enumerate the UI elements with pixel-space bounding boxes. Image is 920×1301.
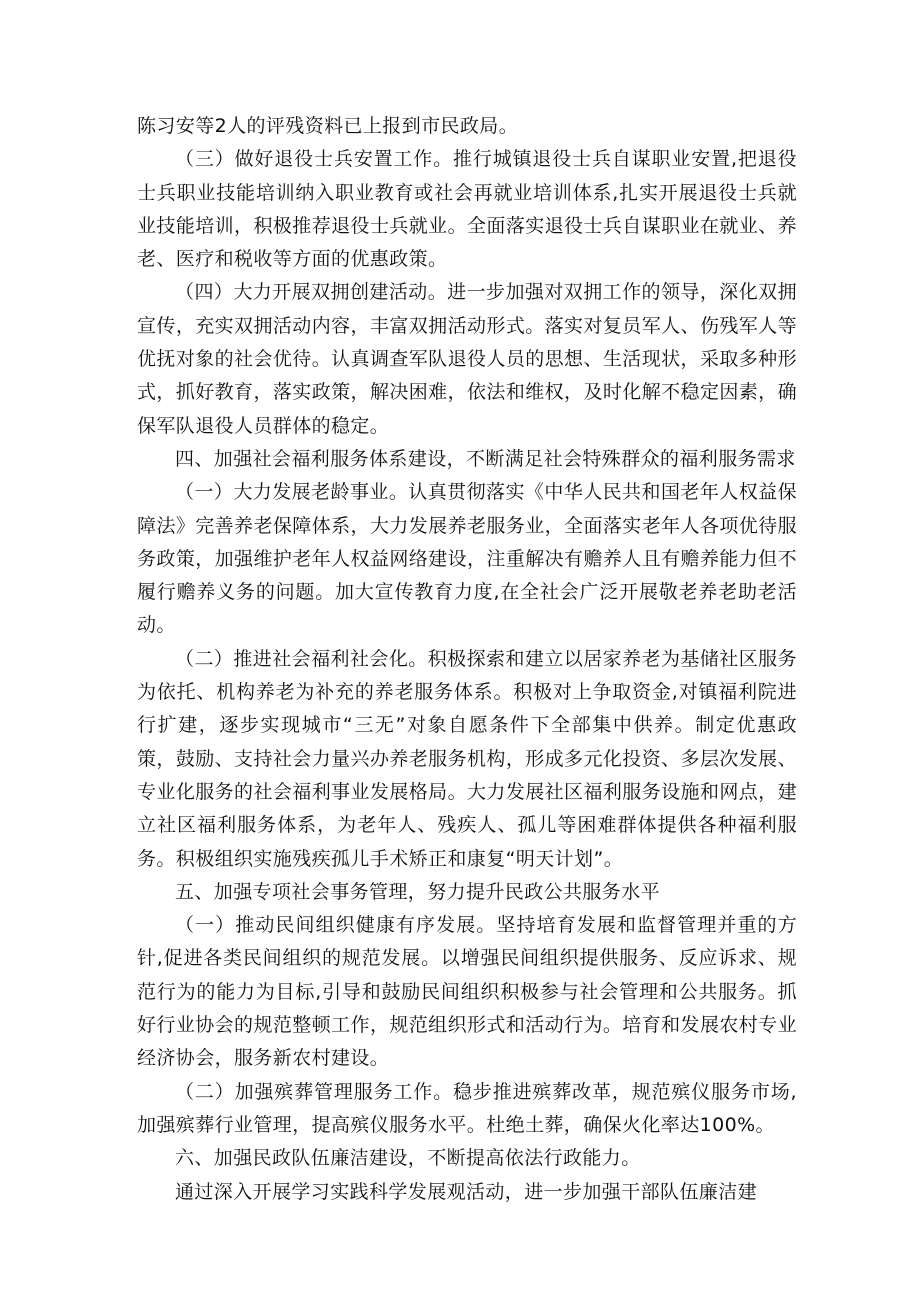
paragraph-11: 通过深入开展学习实践科学发展观活动，进一步加强干部队伍廉洁建 (175, 1180, 758, 1203)
paragraph-3: （四）大力开展双拥创建活动。进一步加强对双拥工作的领导，深化双拥宣传，充实双拥活动内容，丰富双拥活动形式。落实对复员军人、伤残军人等优抚对象的社会优待。认真调查军队退役人员的思想、生活现状，采取多种形式，抓好教育，落实政策，解决困难，依法和维权，及时化解不稳定因素，确保军队退役人员群体的稳定。 (137, 281, 797, 437)
paragraph-9: （二）加强殡葬管理服务工作。稳步推进殡葬改革，规范殡仪服务市场,加强殡葬行业管理，提高殡仪服务水平。杜绝土葬，确保火化率达100%。 (137, 1080, 797, 1136)
section-heading-5: 五、加强专项社会事务管理，努力提升民政公共服务水平 (175, 880, 661, 903)
paragraph-8: （一）推动民间组织健康有序发展。坚持培育发展和监督管理并重的方针,促进各类民间组织的规范发展。以增强民间组织提供服务、反应诉求、规范行为的能力为目标,引导和鼓励民间组织积极参与社会管理和公共服务。抓好行业协会的规范整顿工作，规范组织形式和活动行为。培育和发展农村专业经济协会，服务新农村建设。 (137, 914, 797, 1070)
section-heading-6: 六、加强民政队伍廉洁建设，不断提高依法行政能力。 (175, 1147, 641, 1170)
paragraph-5: （一）大力发展老龄事业。认真贯彻落实《中华人民共和国老年人权益保障法》完善养老保障体系，大力发展养老服务业，全面落实老年人各项优待服务政策，加强维护老年人权益网络建设，注重解决有赡养人且有赡养能力但不履行赡养义务的问题。加大宣传教育力度,在全社会广泛开展敬老养老助老活动。 (137, 481, 797, 637)
section-heading-4: 四、加强社会福利服务体系建设，不断满足社会特殊群众的福利服务需求 (175, 447, 796, 470)
paragraph-1: 陈习安等2人的评残资料已上报到市民政局。 (137, 115, 519, 137)
paragraph-2: （三）做好退役士兵安置工作。推行城镇退役士兵自谋职业安置,把退役士兵职业技能培训纳入职业教育或社会再就业培训体系,扎实开展退役士兵就业技能培训，积极推荐退役士兵就业。全面落实退役士兵自谋职业在就业、养老、医疗和税收等方面的优惠政策。 (137, 148, 797, 271)
paragraph-6: （二）推进社会福利社会化。积极探索和建立以居家养老为基储社区服务为依托、机构养老为补充的养老服务体系。积极对上争取资金,对镇福利院进行扩建，逐步实现城市“三无”对象自愿条件下全部集中供养。制定优惠政策，鼓励、支持社会力量兴办养老服务机构，形成多元化投资、多层次发展、专业化服务的社会福利事业发展格局。大力发展社区福利服务设施和网点，建立社区福利服务体系，为老年人、残疾人、孤儿等困难群体提供各种福利服务。积极组织实施残疾孤儿手术矫正和康复“明天计划”。 (137, 647, 797, 870)
document-body (137, 110, 797, 1209)
